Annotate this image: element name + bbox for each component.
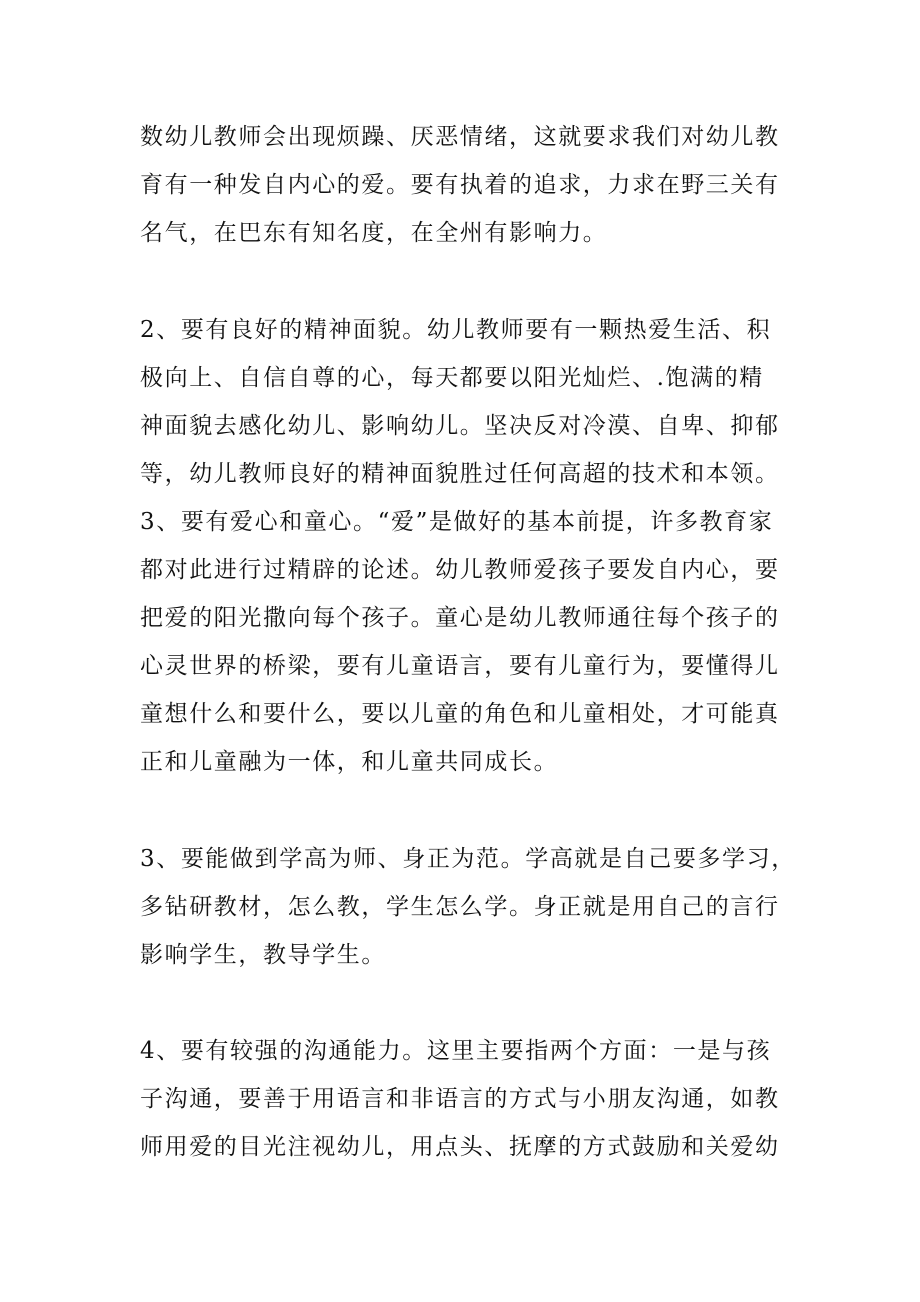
text-line: 都对此进行过精辟的论述。幼儿教师爱孩子要发自内心，要 <box>140 557 780 583</box>
paragraph-intro-continuation <box>140 113 800 257</box>
paragraph-role-model <box>140 835 800 979</box>
text-line: 数幼儿教师会出现烦躁、厌恶情绪，这就要求我们对幼儿教 <box>140 124 780 150</box>
text-line: 多钻研教材，怎么教，学生怎么学。身正就是用自己的言行 <box>140 894 780 920</box>
text-line: 师用爱的目光注视幼儿，用点头、抚摩的方式鼓励和关爱幼 <box>140 1134 780 1160</box>
text-line: 影响学生，教导学生。 <box>140 942 386 968</box>
text-line: 3、要能做到学高为师、身正为范。学高就是自己要多学习， <box>140 846 796 872</box>
text-line: 正和儿童融为一体，和儿童共同成长。 <box>140 749 559 775</box>
text-line: 4、要有较强的沟通能力。这里主要指两个方面：一是与孩 <box>140 1038 772 1064</box>
text-line: 2、要有良好的精神面貌。幼儿教师要有一颗热爱生活、积 <box>140 317 772 343</box>
text-line: 把爱的阳光撒向每个孩子。童心是幼儿教师通往每个孩子的 <box>140 605 780 631</box>
text-line: 名气，在巴东有知名度，在全州有影响力。 <box>140 220 608 246</box>
text-line: 童想什么和要什么，要以儿童的角色和儿童相处，才可能真 <box>140 701 780 727</box>
text-line: 3、要有爱心和童心。“爱”是做好的基本前提，许多教育家 <box>140 509 774 535</box>
text-line: 神面貌去感化幼儿、影响幼儿。坚决反对冷漠、自卑、抑郁 <box>140 413 780 439</box>
text-line: 等，幼儿教师良好的精神面貌胜过任何高超的技术和本领。 <box>140 461 780 487</box>
paragraph-spirit-and-love <box>140 306 800 834</box>
text-line: 子沟通，要善于用语言和非语言的方式与小朋友沟通，如教 <box>140 1086 780 1112</box>
text-line: 心灵世界的桥梁，要有儿童语言，要有儿童行为，要懂得儿 <box>140 653 780 679</box>
text-line <box>140 786 800 834</box>
paragraph-communication <box>140 1027 800 1171</box>
text-line: 极向上、自信自尊的心，每天都要以阳光灿烂、.饱满的精 <box>140 365 764 391</box>
text-line: 育有一种发自内心的爱。要有执着的追求，力求在野三关有 <box>140 172 780 198</box>
